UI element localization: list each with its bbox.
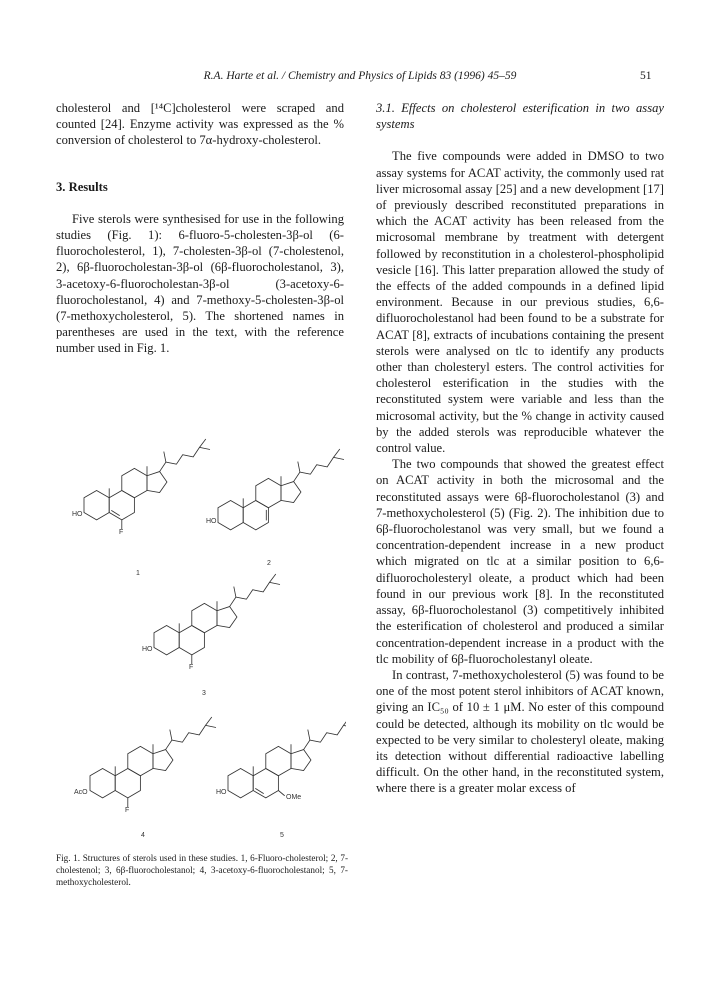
atom-label-ho-2: HO <box>206 518 217 525</box>
structure-number-2: 2 <box>267 560 271 567</box>
atom-label-aco-4: AcO <box>74 789 88 796</box>
sterol-structures-drawing <box>56 370 346 840</box>
structure-number-5: 5 <box>280 832 284 839</box>
structure-1 <box>84 439 210 529</box>
subsection-heading: 3.1. Effects on cholesterol esterification in two assay systems <box>376 101 664 132</box>
atom-label-ome-5: OMe <box>286 794 302 801</box>
atom-label-f-4: F <box>125 807 130 814</box>
figure-1-structures <box>56 370 346 840</box>
structure-3 <box>154 574 280 664</box>
right-paragraph-1: The five compounds were added in DMSO to two assay systems for ACAT activity, the commonly used rat liver microsomal assay [25] and a new development [17] of previously described reconstituted preparations in which the ACAT activity has been released from the microsomal membrane by treatment with detergent followed by reconstitution in a cholesterol-phospholipid vesicle [16]. This latter preparation allowed the study of the effects of the added compounds in a defined lipid environment. Because in our previous studies, 6,6-difluorocholestanol had been found to be a substrate for ACAT [8], extracts of incubations containing the present sterols were analysed on tlc to identify any products other than cholesteryl esters. The control activities for cholesterol esterification in the studies with the reconstituted system were variable and less than the microsomal activity, but the % change in activity caused by the added sterols was reproducible whatever the control value. <box>376 149 664 456</box>
page-number: 51 <box>640 70 652 82</box>
left-paragraph-2: Five sterols were synthesised for use in the following studies (Fig. 1): 6-fluoro-5-cholesten-3β-ol (6-fluorocholesterol, 1), 7-cholesten-3β-ol (7-cholestenol, 2), 6β-fluorocholestan-3β-ol (6β-fluorocholestanol, 3), 3-acetoxy-6-fluorocholestan-3β-ol (3-acetoxy-6-fluorocholestanol, 4) and 7-methoxy-5-cholesten-3β-ol (7-methoxycholesterol, 5). The shortened names in parentheses are used in the text, with the reference number used in Fig. 1. <box>56 211 344 356</box>
atom-label-f-1: F <box>119 529 124 536</box>
structure-4 <box>90 717 216 807</box>
right-paragraph-2: The two compounds that showed the greatest effect on ACAT activity in both the microsomal and the reconstituted assays were 6β-fluorocholestanol (3) and 7-methoxycholesterol (5) (Fig. 2). The inhibition due to 6β-fluorocholestanol was very small, but we found a concentration-dependent increase in a new product which migrated on tlc at a similar position to 6,6-difluorocholesteryl oleate, a product which had been found in our previous work [8]. In the reconstituted assay, 6β-fluorocholestanol (3) competitively inhibited the esterification of cholesterol and produced a similar concentration-dependent increase in a product with the tlc mobility of 6β-fluorocholestanyl oleate. <box>376 457 664 666</box>
atom-label-ho-3: HO <box>142 646 153 653</box>
section-heading-results: 3. Results <box>56 179 108 194</box>
atom-label-f-3: F <box>189 664 194 671</box>
right-column <box>376 100 664 797</box>
structure-number-4: 4 <box>141 832 145 839</box>
running-title: R.A. Harte et al. / Chemistry and Physics of Lipids 83 (1996) 45–59 <box>203 70 517 82</box>
atom-label-ho-5: HO <box>216 789 227 796</box>
figure-1-caption: Fig. 1. Structures of sterols used in these studies. 1, 6-Fluoro-cholesterol; 2, 7-cholestenol; 3, 6β-fluorocholestanol; 4, 3-acetoxy-6-fluorocholestanol; 5, 7-methoxycholesterol. <box>56 853 348 887</box>
atom-label-ho-1: HO <box>72 511 83 518</box>
structure-5 <box>228 717 346 798</box>
structure-number-3: 3 <box>202 690 206 697</box>
structure-2 <box>218 449 344 530</box>
right-paragraph-3: In contrast, 7-methoxycholesterol (5) was found to be one of the most potent sterol inhibitors of ACAT known, giving an IC₅₀ of 10 ± 1 μM. No ester of this compound could be detected, although its mobility on tlc would be expected to be very similar to cholesteryl oleate, making its detection without differential radioactive labelling difficult. On the other hand, in the reconstituted system, where there is a greater molar excess of <box>376 667 664 796</box>
left-column <box>56 100 344 357</box>
left-paragraph-1: cholesterol and [¹⁴C]cholesterol were scraped and counted [24]. Enzyme activity was expressed as the % conversion of cholesterol to 7α-hydroxy-cholesterol. <box>56 101 344 148</box>
structure-number-1: 1 <box>136 570 140 577</box>
